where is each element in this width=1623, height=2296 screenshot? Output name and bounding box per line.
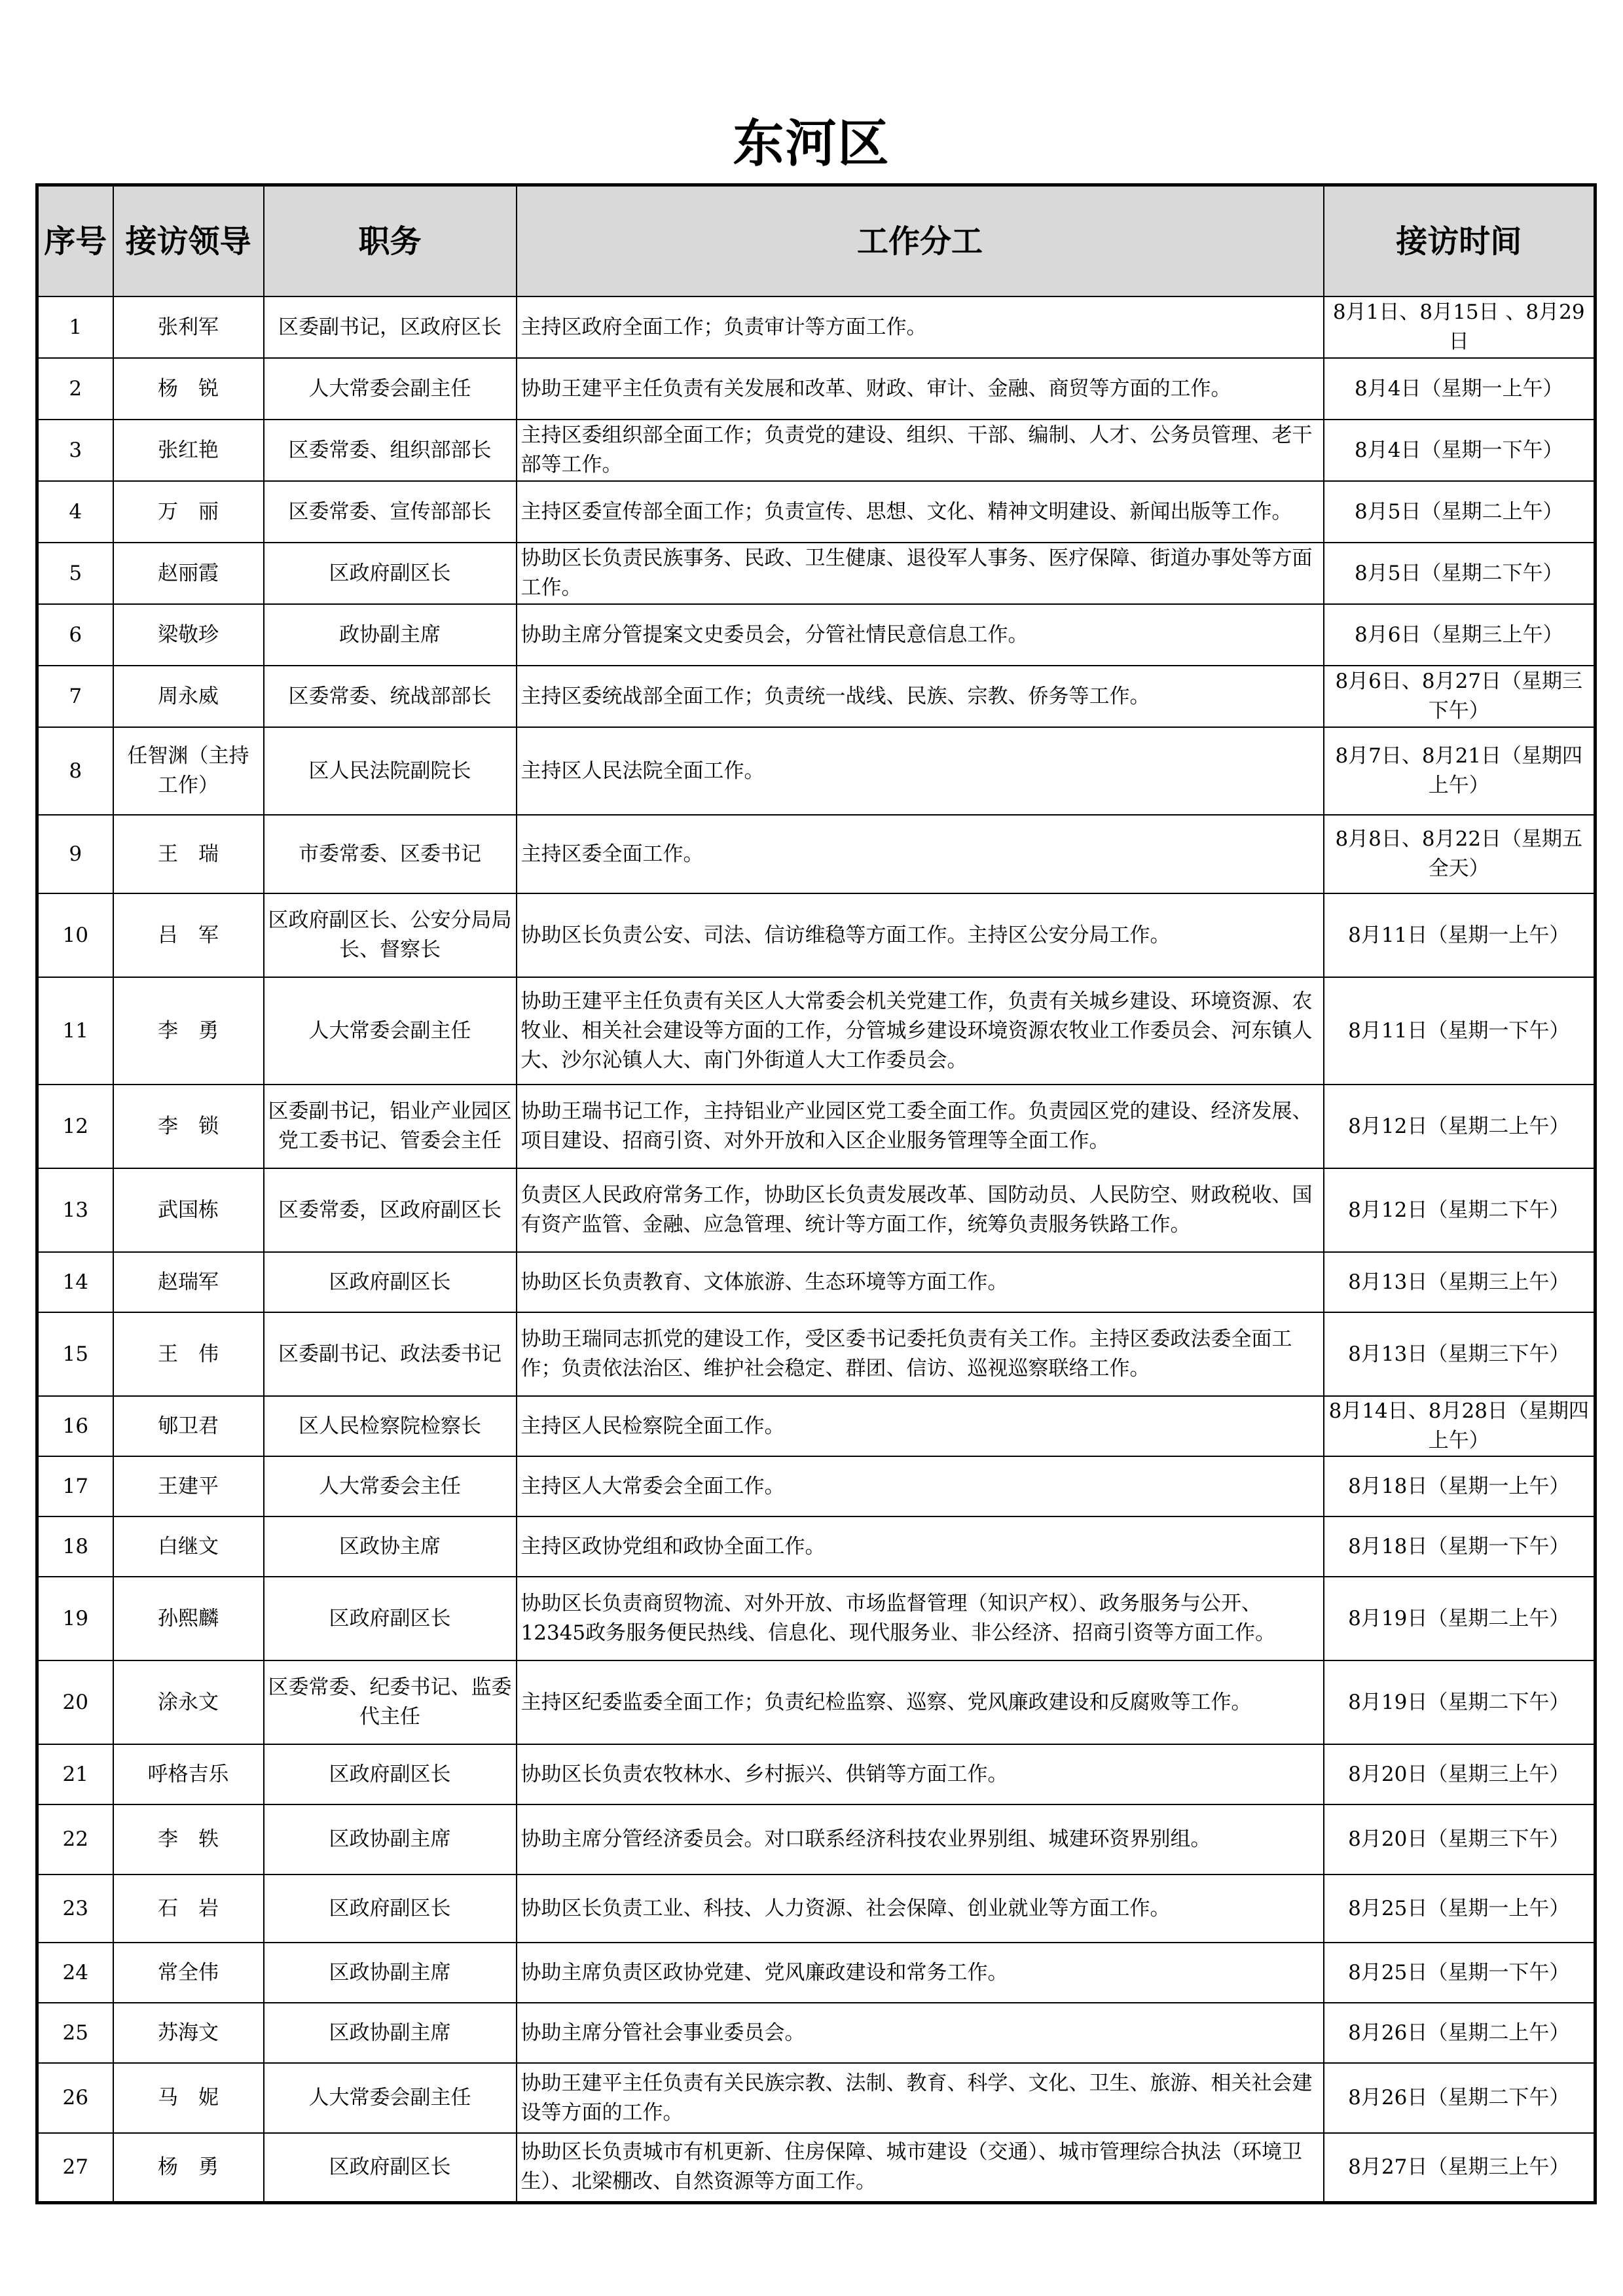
leader-name-cell: 杨 勇: [113, 2133, 264, 2202]
leader-name-cell: 马 妮: [113, 2063, 264, 2133]
duty-cell: 协助区长负责民族事务、民政、卫生健康、退役军人事务、医疗保障、街道办事处等方面工作。: [517, 543, 1324, 604]
position-cell: 政协副主席: [264, 604, 517, 666]
position-cell: 人大常委会副主任: [264, 977, 517, 1085]
table-row: [37, 481, 1596, 543]
duty-cell: 主持区人民检察院全面工作。: [517, 1396, 1324, 1456]
visit-time-cell: 8月27日（星期三上午）: [1324, 2133, 1596, 2202]
serial-number-cell: 12: [37, 1085, 113, 1168]
position-cell: 区人民检察院检察长: [264, 1396, 517, 1456]
visit-time-cell: 8月20日（星期三上午）: [1324, 1744, 1596, 1804]
leader-name-cell: 王建平: [113, 1456, 264, 1516]
duty-cell: 主持区委宣传部全面工作；负责宣传、思想、文化、精神文明建设、新闻出版等工作。: [517, 481, 1324, 543]
duty-cell: 协助区长负责城市有机更新、住房保障、城市建设（交通）、城市管理综合执法（环境卫生）、北梁棚改、自然资源等方面工作。: [517, 2133, 1324, 2202]
duty-cell: 协助王建平主任负责有关发展和改革、财政、审计、金融、商贸等方面的工作。: [517, 358, 1324, 420]
duty-cell: 协助主席分管社会事业委员会。: [517, 2003, 1324, 2063]
table-row: [37, 1874, 1596, 1943]
position-cell: 区政府副区长: [264, 2133, 517, 2202]
header-duty: 工作分工: [517, 185, 1324, 297]
leader-name-cell: 白继文: [113, 1516, 264, 1577]
duty-cell: 协助区长负责公安、司法、信访维稳等方面工作。主持区公安分局工作。: [517, 893, 1324, 977]
duty-cell: 主持区人民法院全面工作。: [517, 727, 1324, 815]
table-row: [37, 727, 1596, 815]
duty-cell: 主持区政协党组和政协全面工作。: [517, 1516, 1324, 1577]
visit-time-cell: 8月20日（星期三下午）: [1324, 1804, 1596, 1874]
visit-time-cell: 8月18日（星期一下午）: [1324, 1516, 1596, 1577]
duty-cell: 协助主席分管提案文史委员会，分管社情民意信息工作。: [517, 604, 1324, 666]
table-row: [37, 1085, 1596, 1168]
leader-name-cell: 石 岩: [113, 1874, 264, 1943]
position-cell: 市委常委、区委书记: [264, 815, 517, 893]
table-row: [37, 1744, 1596, 1804]
position-cell: 区委常委、纪委书记、监委代主任: [264, 1660, 517, 1744]
table-row: [37, 2133, 1596, 2202]
header-position: 职务: [264, 185, 517, 297]
header-leader: 接访领导: [113, 185, 264, 297]
visit-time-cell: 8月11日（星期一下午）: [1324, 977, 1596, 1085]
duty-cell: 协助王建平主任负责有关区人大常委会机关党建工作，负责有关城乡建设、环境资源、农牧业、相关社会建设等方面的工作，分管城乡建设环境资源农牧业工作委员会、河东镇人大、沙尔沁镇人大、南门外街道人大工作委员会。: [517, 977, 1324, 1085]
header-serial-number: 序号: [37, 185, 113, 297]
leader-name-cell: 梁敬珍: [113, 604, 264, 666]
table-row: [37, 420, 1596, 481]
duty-cell: 协助区长负责商贸物流、对外开放、市场监督管理（知识产权）、政务服务与公开、12345政务服务便民热线、信息化、现代服务业、非公经济、招商引资等方面工作。: [517, 1577, 1324, 1660]
table-row: [37, 1577, 1596, 1660]
visit-time-cell: 8月4日（星期一上午）: [1324, 358, 1596, 420]
serial-number-cell: 1: [37, 296, 113, 358]
visit-time-cell: 8月14日、8月28日（星期四上午）: [1324, 1396, 1596, 1456]
duty-cell: 主持区委统战部全面工作；负责统一战线、民族、宗教、侨务等工作。: [517, 666, 1324, 727]
visit-time-cell: 8月5日（星期二下午）: [1324, 543, 1596, 604]
table-row: [37, 666, 1596, 727]
serial-number-cell: 19: [37, 1577, 113, 1660]
page-title: 东河区: [733, 115, 890, 173]
visit-time-cell: 8月25日（星期一下午）: [1324, 1943, 1596, 2003]
visit-time-cell: 8月13日（星期三下午）: [1324, 1312, 1596, 1396]
position-cell: 区政府副区长: [264, 1252, 517, 1312]
leader-name-cell: 任智渊（主持工作）: [113, 727, 264, 815]
table-row: [37, 815, 1596, 893]
position-cell: 区委常委、组织部部长: [264, 420, 517, 481]
leader-name-cell: 常全伟: [113, 1943, 264, 2003]
leader-name-cell: 李 轶: [113, 1804, 264, 1874]
position-cell: 区政府副区长: [264, 1874, 517, 1943]
serial-number-cell: 24: [37, 1943, 113, 2003]
table-row: [37, 1168, 1596, 1252]
leader-name-cell: 武国栋: [113, 1168, 264, 1252]
duty-cell: 协助主席分管经济委员会。对口联系经济科技农业界别组、城建环资界别组。: [517, 1804, 1324, 1874]
serial-number-cell: 8: [37, 727, 113, 815]
visit-time-cell: 8月12日（星期二下午）: [1324, 1168, 1596, 1252]
duty-cell: 负责区人民政府常务工作，协助区长负责发展改革、国防动员、人民防空、财政税收、国有资产监管、金融、应急管理、统计等方面工作，统筹负责服务铁路工作。: [517, 1168, 1324, 1252]
visit-time-cell: 8月8日、8月22日（星期五全天）: [1324, 815, 1596, 893]
visit-time-cell: 8月6日、8月27日（星期三下午）: [1324, 666, 1596, 727]
table-row: [37, 893, 1596, 977]
visit-time-cell: 8月19日（星期二上午）: [1324, 1577, 1596, 1660]
leader-name-cell: 张红艳: [113, 420, 264, 481]
table-row: [37, 296, 1596, 358]
serial-number-cell: 4: [37, 481, 113, 543]
table-row: [37, 1396, 1596, 1456]
leader-name-cell: 杨 锐: [113, 358, 264, 420]
leader-name-cell: 呼格吉乐: [113, 1744, 264, 1804]
duty-cell: 协助主席负责区政协党建、党风廉政建设和常务工作。: [517, 1943, 1324, 2003]
position-cell: 区政协副主席: [264, 1804, 517, 1874]
table-row: [37, 1312, 1596, 1396]
serial-number-cell: 16: [37, 1396, 113, 1456]
visit-time-cell: 8月11日（星期一上午）: [1324, 893, 1596, 977]
duty-cell: 主持区政府全面工作；负责审计等方面工作。: [517, 296, 1324, 358]
table-row: [37, 1456, 1596, 1516]
position-cell: 区委常委，区政府副区长: [264, 1168, 517, 1252]
leader-name-cell: 孙熙麟: [113, 1577, 264, 1660]
table-row: [37, 1252, 1596, 1312]
position-cell: 区委常委、宣传部部长: [264, 481, 517, 543]
table-row: [37, 2063, 1596, 2133]
serial-number-cell: 14: [37, 1252, 113, 1312]
table-row: [37, 1516, 1596, 1577]
position-cell: 区政协副主席: [264, 2003, 517, 2063]
position-cell: 人大常委会主任: [264, 1456, 517, 1516]
visit-time-cell: 8月26日（星期二下午）: [1324, 2063, 1596, 2133]
leader-name-cell: 郇卫君: [113, 1396, 264, 1456]
reception-schedule-table: [35, 183, 1597, 2204]
position-cell: 区政府副区长、公安分局局长、督察长: [264, 893, 517, 977]
leader-name-cell: 赵瑞军: [113, 1252, 264, 1312]
duty-cell: 协助区长负责教育、文体旅游、生态环境等方面工作。: [517, 1252, 1324, 1312]
serial-number-cell: 23: [37, 1874, 113, 1943]
serial-number-cell: 21: [37, 1744, 113, 1804]
duty-cell: 协助区长负责农牧林水、乡村振兴、供销等方面工作。: [517, 1744, 1324, 1804]
leader-name-cell: 王 瑞: [113, 815, 264, 893]
leader-name-cell: 李 锁: [113, 1085, 264, 1168]
serial-number-cell: 13: [37, 1168, 113, 1252]
serial-number-cell: 11: [37, 977, 113, 1085]
serial-number-cell: 17: [37, 1456, 113, 1516]
leader-name-cell: 万 丽: [113, 481, 264, 543]
duty-cell: 主持区委全面工作。: [517, 815, 1324, 893]
leader-name-cell: 涂永文: [113, 1660, 264, 1744]
leader-name-cell: 吕 军: [113, 893, 264, 977]
visit-time-cell: 8月6日（星期三上午）: [1324, 604, 1596, 666]
table-header-row: [37, 185, 1596, 297]
serial-number-cell: 9: [37, 815, 113, 893]
duty-cell: 主持区纪委监委全面工作；负责纪检监察、巡察、党风廉政建设和反腐败等工作。: [517, 1660, 1324, 1744]
table-row: [37, 604, 1596, 666]
table-row: [37, 2003, 1596, 2063]
leader-name-cell: 李 勇: [113, 977, 264, 1085]
serial-number-cell: 10: [37, 893, 113, 977]
serial-number-cell: 27: [37, 2133, 113, 2202]
visit-time-cell: 8月19日（星期二下午）: [1324, 1660, 1596, 1744]
visit-time-cell: 8月5日（星期二上午）: [1324, 481, 1596, 543]
visit-time-cell: 8月12日（星期二上午）: [1324, 1085, 1596, 1168]
position-cell: 区政府副区长: [264, 1577, 517, 1660]
serial-number-cell: 5: [37, 543, 113, 604]
serial-number-cell: 6: [37, 604, 113, 666]
duty-cell: 协助区长负责工业、科技、人力资源、社会保障、创业就业等方面工作。: [517, 1874, 1324, 1943]
position-cell: 区人民法院副院长: [264, 727, 517, 815]
position-cell: 人大常委会副主任: [264, 2063, 517, 2133]
leader-name-cell: 赵丽霞: [113, 543, 264, 604]
table-row: [37, 543, 1596, 604]
visit-time-cell: 8月25日（星期一上午）: [1324, 1874, 1596, 1943]
serial-number-cell: 3: [37, 420, 113, 481]
leader-name-cell: 苏海文: [113, 2003, 264, 2063]
header-visit-time: 接访时间: [1324, 185, 1596, 297]
table-row: [37, 1660, 1596, 1744]
position-cell: 区委常委、统战部部长: [264, 666, 517, 727]
duty-cell: 协助王瑞书记工作，主持铝业产业园区党工委全面工作。负责园区党的建设、经济发展、项目建设、招商引资、对外开放和入区企业服务管理等全面工作。: [517, 1085, 1324, 1168]
table-row: [37, 358, 1596, 420]
serial-number-cell: 18: [37, 1516, 113, 1577]
table-row: [37, 1804, 1596, 1874]
duty-cell: 主持区人大常委会全面工作。: [517, 1456, 1324, 1516]
duty-cell: 协助王建平主任负责有关民族宗教、法制、教育、科学、文化、卫生、旅游、相关社会建设等方面的工作。: [517, 2063, 1324, 2133]
leader-name-cell: 周永威: [113, 666, 264, 727]
table-row: [37, 1943, 1596, 2003]
visit-time-cell: 8月7日、8月21日（星期四上午）: [1324, 727, 1596, 815]
serial-number-cell: 22: [37, 1804, 113, 1874]
position-cell: 区政协副主席: [264, 1943, 517, 2003]
visit-time-cell: 8月26日（星期二上午）: [1324, 2003, 1596, 2063]
position-cell: 区政府副区长: [264, 1744, 517, 1804]
leader-name-cell: 王 伟: [113, 1312, 264, 1396]
serial-number-cell: 2: [37, 358, 113, 420]
position-cell: 区政协主席: [264, 1516, 517, 1577]
visit-time-cell: 8月4日（星期一下午）: [1324, 420, 1596, 481]
table-row: [37, 977, 1596, 1085]
position-cell: 区委副书记，区政府区长: [264, 296, 517, 358]
serial-number-cell: 25: [37, 2003, 113, 2063]
position-cell: 区委副书记、政法委书记: [264, 1312, 517, 1396]
duty-cell: 主持区委组织部全面工作；负责党的建设、组织、干部、编制、人才、公务员管理、老干部等工作。: [517, 420, 1324, 481]
serial-number-cell: 15: [37, 1312, 113, 1396]
leader-name-cell: 张利军: [113, 296, 264, 358]
visit-time-cell: 8月18日（星期一上午）: [1324, 1456, 1596, 1516]
serial-number-cell: 7: [37, 666, 113, 727]
position-cell: 人大常委会副主任: [264, 358, 517, 420]
visit-time-cell: 8月13日（星期三上午）: [1324, 1252, 1596, 1312]
position-cell: 区政府副区长: [264, 543, 517, 604]
duty-cell: 协助王瑞同志抓党的建设工作，受区委书记委托负责有关工作。主持区委政法委全面工作；负责依法治区、维护社会稳定、群团、信访、巡视巡察联络工作。: [517, 1312, 1324, 1396]
serial-number-cell: 20: [37, 1660, 113, 1744]
position-cell: 区委副书记，铝业产业园区党工委书记、管委会主任: [264, 1085, 517, 1168]
serial-number-cell: 26: [37, 2063, 113, 2133]
visit-time-cell: 8月1日、8月15日 、8月29日: [1324, 296, 1596, 358]
